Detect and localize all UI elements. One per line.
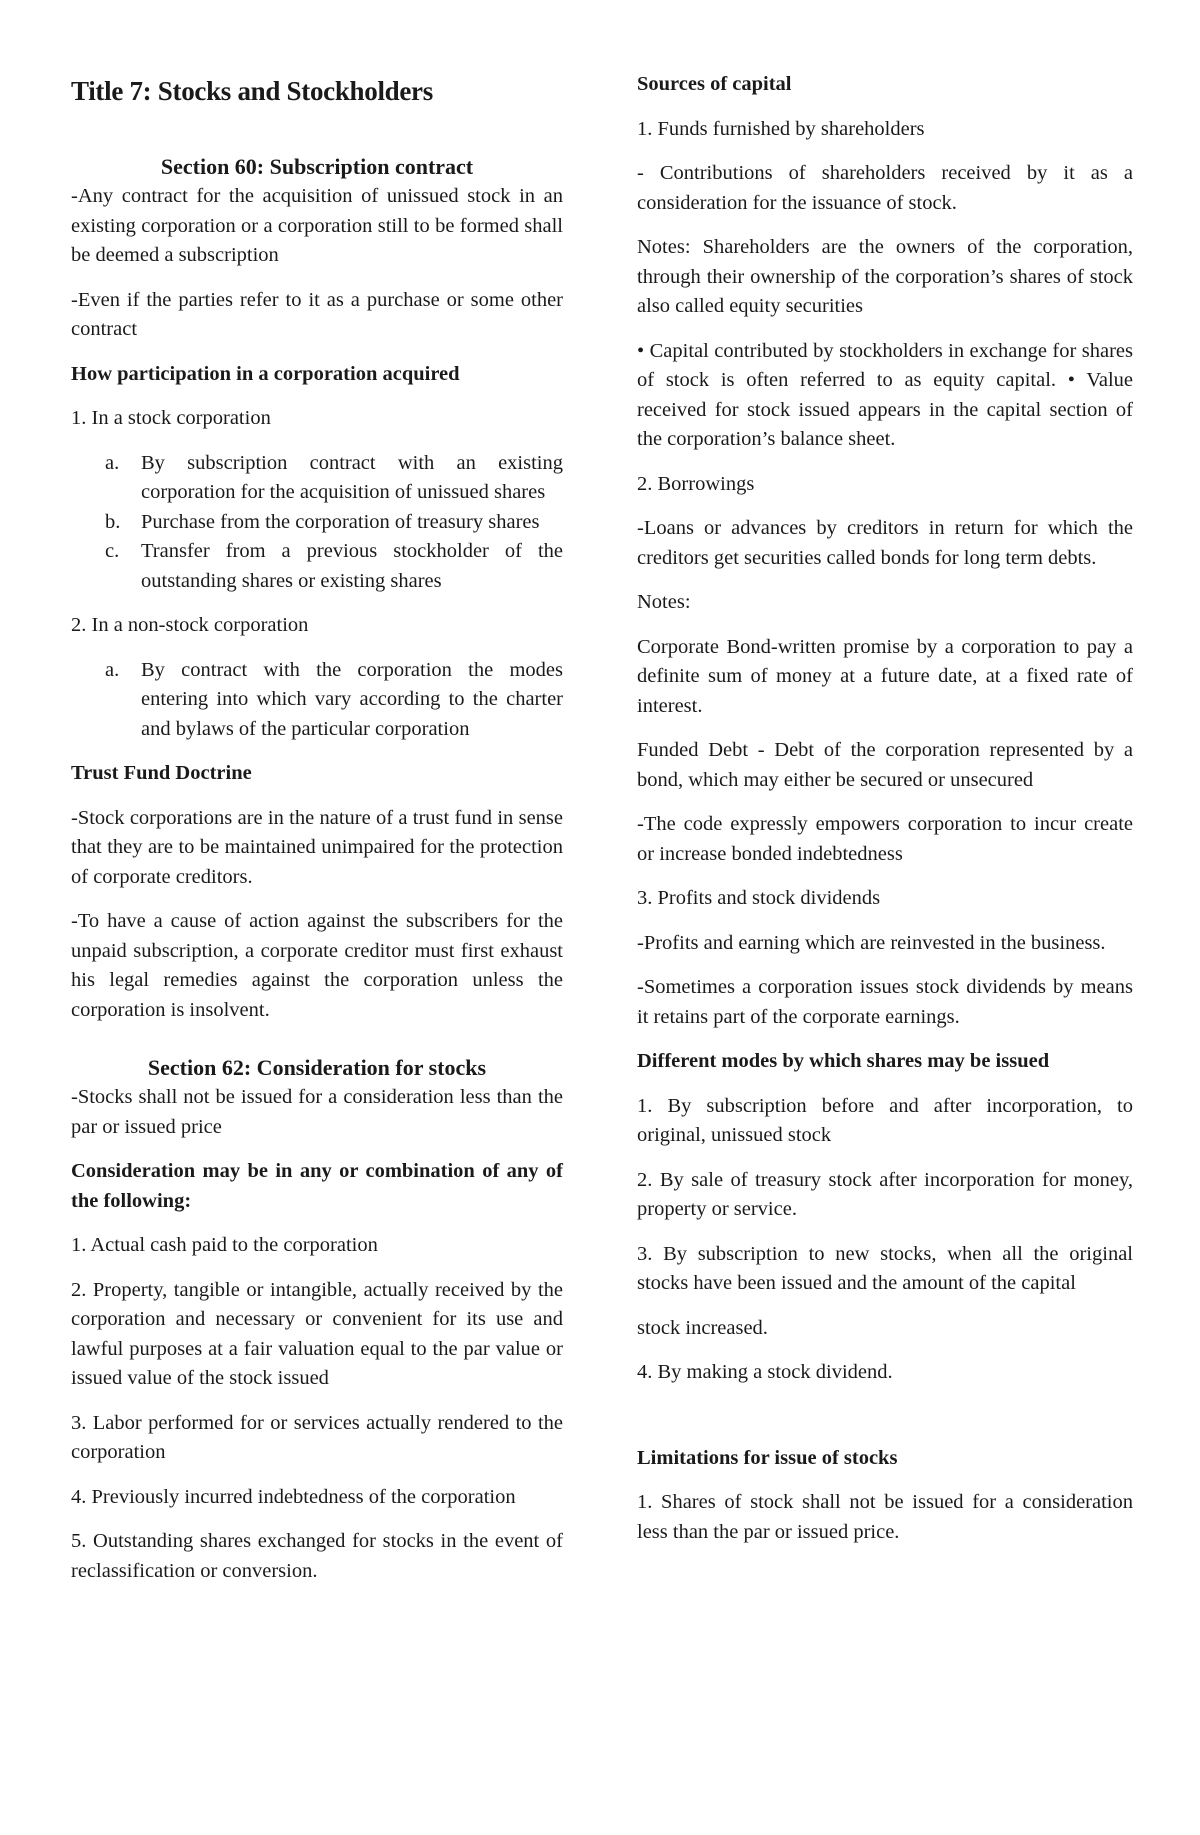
list-marker: a. — [105, 451, 120, 474]
notes-label: Notes: — [637, 591, 691, 613]
modes-item: 4. By making a stock dividend. — [637, 1361, 893, 1383]
list-marker: a. — [105, 658, 120, 681]
list-item — [105, 508, 563, 538]
trust-fund-paragraph: -Stock corporations are in the nature of a trust fund in sense that they are to be maintained unimpaired for the protection of corporate creditors. — [71, 806, 563, 888]
sources-item: 1. Funds furnished by shareholders — [637, 117, 925, 140]
list-item-text: Purchase from the corporation of treasury shares — [141, 510, 540, 533]
page-title: Title 7: Stocks and Stockholders — [71, 76, 433, 106]
section-60-paragraph: -Any contract for the acquisition of unissued stock in an existing corporation or a corporation still to be formed shall be deemed a subscription — [71, 185, 563, 266]
consideration-item: 1. Actual cash paid to the corporation — [71, 1234, 378, 1256]
list-item — [105, 449, 563, 508]
sources-paragraph: -The code expressly empowers corporation to incur create or increase bonded indebtedness — [637, 813, 1133, 865]
trust-fund-heading: Trust Fund Doctrine — [71, 762, 252, 784]
section-62-paragraph: -Stocks shall not be issued for a consideration less than the par or issued price — [71, 1086, 563, 1138]
left-column — [71, 70, 563, 1601]
modes-item: 2. By sale of treasury stock after incorporation for money, property or service. — [637, 1168, 1133, 1220]
sources-paragraph: -Loans or advances by creditors in return for which the creditors get securities called bonds for long term debts. — [637, 517, 1133, 569]
section-62-heading: Section 62: Consideration for stocks — [147, 1055, 487, 1080]
notes-paragraph: Notes: Shareholders are the owners of the corporation, through their ownership of the corporation’s shares of stock also called equity securities — [637, 236, 1133, 317]
consideration-item: 5. Outstanding shares exchanged for stocks in the event of reclassification or conversion. — [71, 1530, 563, 1582]
list-item-text: Transfer from a previous stockholder of the outstanding shares or existing shares — [141, 540, 563, 592]
sources-of-capital-heading: Sources of capital — [637, 73, 792, 95]
limitations-heading: Limitations for issue of stocks — [637, 1446, 898, 1469]
sources-paragraph: -Profits and earning which are reinvested in the business. — [637, 931, 1106, 954]
right-column — [637, 70, 1133, 1562]
participation-item: 1. In a stock corporation — [71, 407, 271, 429]
list-marker: c. — [105, 540, 120, 562]
consideration-heading: Consideration may be in any or combination of any of the following: — [71, 1160, 563, 1212]
modes-heading: Different modes by which shares may be issued — [637, 1050, 1050, 1072]
participation-item: 2. In a non-stock corporation — [71, 614, 309, 636]
list-item-text: By contract with the corporation the modes entering into which vary according to the charter and bylaws of the particular corporation — [141, 658, 563, 740]
funded-debt-paragraph: Funded Debt - Debt of the corporation represented by a bond, which may either be secured or unsecured — [637, 739, 1133, 791]
consideration-item: 2. Property, tangible or intangible, actually received by the corporation and necessary or convenient for its use and lawful purposes at a fair valuation equal to the par value or issued value of the stock issued — [71, 1278, 563, 1389]
sources-paragraph: - Contributions of shareholders received by it as a consideration for the issuance of stock. — [637, 162, 1133, 214]
consideration-item: 3. Labor performed for or services actually rendered to the corporation — [71, 1411, 563, 1463]
corporate-bond-paragraph: Corporate Bond-written promise by a corporation to pay a definite sum of money at a future date, at a fixed rate of interest. — [637, 635, 1133, 717]
list-marker: b. — [105, 510, 121, 533]
sources-item: 3. Profits and stock dividends — [637, 887, 881, 909]
participation-heading: How participation in a corporation acquired — [71, 362, 460, 385]
list-item-text: By subscription contract with an existing corporation for the acquisition of unissued shares — [141, 451, 563, 503]
section-60-paragraph: -Even if the parties refer to it as a purchase or some other contract — [71, 288, 563, 340]
modes-item: stock increased. — [637, 1316, 768, 1339]
trust-fund-paragraph: -To have a cause of action against the subscribers for the unpaid subscription, a corporate creditor must first exhaust his legal remedies against the corporation unless the corporation is insolvent. — [71, 910, 563, 1021]
modes-item: 1. By subscription before and after incorporation, to original, unissued stock — [637, 1094, 1133, 1146]
list-item — [105, 656, 563, 745]
list-item — [105, 537, 563, 596]
sources-paragraph: -Sometimes a corporation issues stock dividends by means it retains part of the corporate earnings. — [637, 976, 1133, 1028]
sources-item: 2. Borrowings — [637, 472, 755, 495]
consideration-item: 4. Previously incurred indebtedness of the corporation — [71, 1485, 516, 1508]
section-60-heading: Section 60: Subscription contract — [160, 154, 474, 179]
limitations-item: 1. Shares of stock shall not be issued for a consideration less than the par or issued price. — [637, 1491, 1133, 1543]
bullet-paragraph: • Capital contributed by stockholders in exchange for shares of stock is often referred to as equity capital. • Value received for stock issued appears in the capital section of the corporation’s balance sheet. — [637, 339, 1133, 450]
modes-item: 3. By subscription to new stocks, when all the original stocks have been issued and the amount of the capital — [637, 1242, 1133, 1294]
non-stock-corporation-sublist — [71, 656, 563, 745]
stock-corporation-sublist — [71, 449, 563, 597]
